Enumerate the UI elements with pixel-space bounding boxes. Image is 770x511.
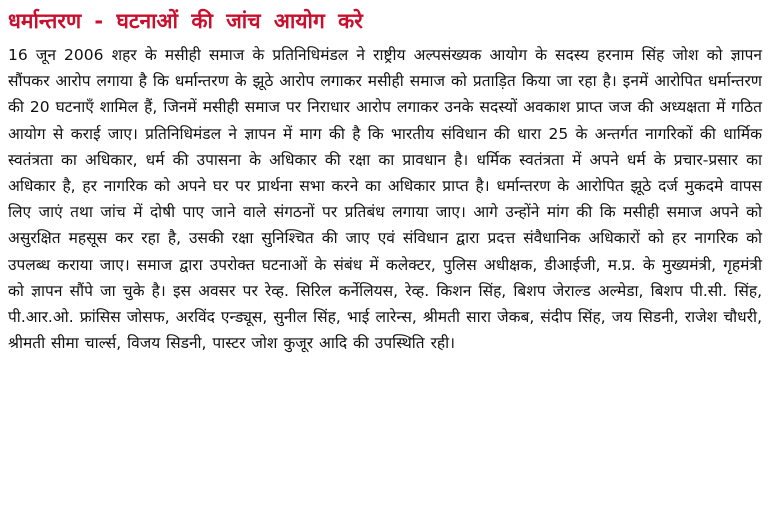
article-headline: धर्मान्तरण - घटनाओं की जांच आयोग करे xyxy=(8,9,363,33)
article-body: 16 जून 2006 शहर के मसीही समाज के प्रतिनिधिमंडल ने राष्ट्रीय अल्पसंख्यक आयोग के सदस्य हरनाम सिंह जोश को ज्ञापन सौंपकर आरोप लगाया है कि धर्मान्तरण के झूठे आरोप लगाकर मसीही समाज को प्रताड़ित किया जा रहा है। इनमें आरोपित धर्मान्तरण की 20 घटनाएँ शामिल हैं, जिनमें मसीही समाज पर निराधार आरोप लगाकर उनके सदस्यों अवकाश प्राप्त जज की अध्यक्षता में गठित आयोग से कराई जाए। प्रतिनिधिमंडल ने ज्ञापन में माग की है कि भारतीय संविधान की धारा 25 के अन्तर्गत नागरिकों की धार्मिक स्वतंत्रता का अधिकार, धर्म की उपासना के अधिकार की रक्षा का प्रावधान है। धर्मिक स्वतंत्रता में अपने धर्म के प्रचार-प्रसार का अधिकार है, हर नागरिक को अपने घर पर प्रार्थना सभा करने का अधिकार प्राप्त है। धर्मान्तरण के आरोपित झूठे दर्ज मुकदमे वापस लिए जाएं तथा जांच में दोषी पाए जाने वाले संगठनों पर प्रतिबंध लगाया जाए। आगे उन्होंने मांग की कि मसीही समाज अपने को असुरक्षित महसूस कर रहा है, उसकी रक्षा सुनिश्चित की जाए एवं संविधान द्वारा प्रदत्त संवैधानिक अधिकारों को हर नागरिक को उपलब्ध कराया जाए। समाज द्वारा उपरोक्त घटनाओं के संबंध में कलेक्टर, पुलिस अधीक्षक, डीआईजी, म.प्र. के मुख्यमंत्री, गृहमंत्री को ज्ञापन सौंपे जा चुके है। इस अवसर पर रेव्ह. सिरिल कर्नेलियस, रेव्ह. किशन सिंह, बिशप जेराल्ड अल्मेडा, बिशप पी.सी. सिंह, पी.आर.ओ. फ्रांसिस जोसफ, अरविंद एन्ड्यूस, सुनील सिंह, भाई लारेन्स, श्रीमती सारा जेकब, संदीप सिंह, जय सिडनी, राजेश चौधरी, श्रीमती सीमा चार्ल्स, विजय सिडनी, पास्टर जोश कुजूर आदि की उपस्थिति रही। xyxy=(8,46,762,353)
